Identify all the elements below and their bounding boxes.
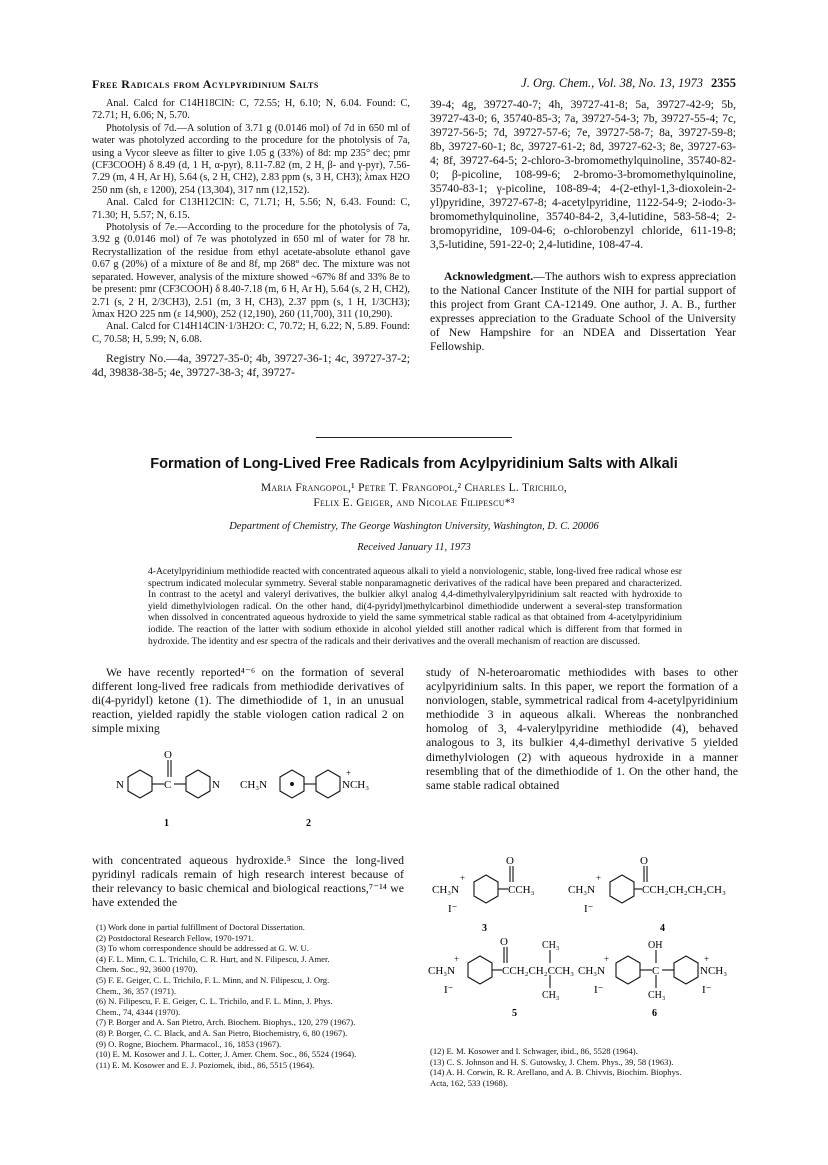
acknowledgment-text: —The authors wish to express appreciation to the National Cancer Institute of the NIH for partial support of this project from Grant CA-12149. One author, J. A. B., further expresses appreciation to the Graduate School of the University of New Hampshire for an NDEA and Dissertation Year Fellowship. xyxy=(430,270,736,353)
svg-text:+: + xyxy=(460,873,466,883)
footnote: (11) E. M. Kosower and E. J. Poziomek, ibid., 86, 5515 (1964). xyxy=(96,1059,315,1070)
n-methyl: NCH₃ xyxy=(700,965,728,977)
compound-label-3: 3 xyxy=(482,923,487,934)
registry-numbers: Registry No.—4a, 39727-35-0; 4b, 39727-36-1; 4c, 39727-37-2; 4d, 39838-38-5; 4e, 39727-38-3; 4f, 39727- xyxy=(92,352,410,380)
svg-text:+: + xyxy=(596,873,602,883)
iodide-counterion: I⁻ xyxy=(584,903,594,915)
footnote: (12) E. M. Kosower and I. Schwager, ibid., 86, 5528 (1964). xyxy=(430,1046,638,1056)
abstract: 4-Acetylpyridinium methiodide reacted with concentrated aqueous alkali to yield a nonviologenic, stable, long-lived free radical whose esr spectrum indicated molecular symmetry. Several stable nonparamagnetic derivatives of the radical have been prepared and characterized. In contrast to the acetyl and valeryl derivatives, the bulkier alkyl analog 4,4-dimethylvalerylpyridinium salt reacted with hydroxide to yield dimethylviologen radical. On the other hand, di(4-pyridyl)methylcarbinol dimethiodide underwent a several-step transformation when dissolved in concentrated aqueous hydroxide to yield the same symmetrical stable radical as that obtained from 4-acetylpyridinium iodide. The reaction of the latter with sodium ethoxide in alcohol yielded still another radical which is different from that formed in hydroxide. The identity and esr spectra of the radicals and their derivatives and the overall mechanism of reaction are discussed. xyxy=(148,566,682,647)
svg-text:+: + xyxy=(604,954,610,964)
experimental-column xyxy=(92,98,410,380)
n-methyl: CH₃N xyxy=(432,884,460,896)
footnote: (4) F. L. Minn, C. L. Trichilo, C. R. Hurt, and N. Filipescu, J. Amer. xyxy=(96,953,330,964)
footnote: Acta, 162, 533 (1968). xyxy=(430,1077,508,1088)
dimethylvaleryl-group: CCH₂CH₂CCH₃ xyxy=(502,965,575,977)
acknowledgment xyxy=(430,270,736,354)
footnote: Chem., 74, 4344 (1970). xyxy=(96,1006,181,1017)
carbinol-carbon: C xyxy=(652,965,660,977)
body-right-top xyxy=(426,665,738,792)
intro-paragraph: We have recently reported⁴⁻⁶ on the formation of several different long-lived free radicals from methiodide derivatives of di(4-pyridyl) ketone (1). The dimethiodide of 1, in an unusual reaction, yielded rapidly the stable viologen cation radical 2 on simple mixing xyxy=(92,665,404,736)
svg-text:+: + xyxy=(346,768,352,778)
svg-text:+: + xyxy=(454,954,460,964)
registry-continued: 39-4; 4g, 39727-40-7; 4h, 39727-41-8; 5a, 39727-42-9; 5b, 39727-43-0; 6, 35740-85-3; 7a, 39727-54-3; 7b, 39727-55-4; 7c, 39727-56-5; 7d, 39727-57-6; 7e, 39727-58-7; 8a, 39727-59-8; 8b, 39727-60-1; 8c, 39727-61-2; 8d, 39727-62-3; 8e, 39727-63-4; 8f, 39727-64-5; 2-chloro-3-bromomethylquinoline, 35740-82-0; β-picoline, 108-99-6; 2-bromo-3-bromomethylquinoline, 35740-83-1; γ-picoline, 108-89-4; 4-(2-ethyl-1,3-dioxolein-2-yl)pyridine, 39727-67-8; 4-acetylpyridine, 1122-54-9; 2-iodo-3-bromomethylquinoline, 35740-84-2, 3,4-lutidine, 583-58-4; 2-bromopyridine, 109-04-6; o-chlorobenzyl chloride, 611-19-8; 3,5-lutidine, 591-22-0; 2,4-lutidine, 108-47-4. xyxy=(430,98,736,251)
n-methyl: CH₃N xyxy=(428,965,456,977)
iodide-counterion: I⁻ xyxy=(594,984,604,996)
carbonyl-carbon: C xyxy=(164,779,172,791)
intro-continued: with concentrated aqueous hydroxide.⁵ Since the long-lived pyridinyl radicals remain of high research interest because of their relevancy to basic chemical and biological reactions,⁷⁻¹⁴ we have extended the xyxy=(92,853,404,910)
carbonyl-oxygen: O xyxy=(640,855,648,867)
valeryl-group: CCH₂CH₂CH₂CH₃ xyxy=(642,884,726,896)
footnote: Chem. Soc., 92, 3600 (1970). xyxy=(96,964,198,975)
svg-text:+: + xyxy=(704,954,710,964)
carbonyl-oxygen: O xyxy=(500,936,508,948)
footnote: (2) Postdoctoral Research Fellow, 1970-1971. xyxy=(96,932,254,943)
author-list xyxy=(100,481,728,511)
structures-3-6 xyxy=(428,852,738,1028)
footnote: (1) Work done in partial fulfillment of Doctoral Dissertation. xyxy=(96,922,305,932)
anal-8e: Anal. Calcd for C14H14ClN·1/3H2O: C, 70.72; H, 6.22; N, 5.89. Found: C, 70.58; H, 5.99; N, 6.08. xyxy=(92,321,410,345)
footnote: (14) A. H. Corwin, R. R. Arellano, and A. B. Chivvis, Biochim. Biophys. xyxy=(430,1067,682,1078)
carbonyl-oxygen: O xyxy=(506,855,514,867)
acetyl-group: CCH₃ xyxy=(508,884,535,896)
hydroxyl: OH xyxy=(648,940,663,951)
footnote: (7) P. Borger and A. San Pietro, Arch. Biochem. Biophys., 120, 279 (1967). xyxy=(96,1017,356,1028)
structures-1-2 xyxy=(100,740,400,842)
body-left-bottom xyxy=(92,853,404,909)
footnote: (9) O. Rogne, Biochem. Pharmacol., 16, 1853 (1967). xyxy=(96,1038,282,1049)
photolysis-7d: Photolysis of 7d.—A solution of 3.71 g (0.0146 mol) of 7d in 650 ml of water was photolyzed according to the procedure for the photolysis of 7a, using a Vycor sleeve as filter to give 1.05 g (33%) of 8d: mp 235° dec; pmr (CF3COOH) δ 8.49 (d, 1 H, α-pyr), 8.11-7.82 (m, 2 H, β- and γ-pyr), 7.56-7.29 (m, 4 H, Ar H), 5.64 (s, 2 H, CH2), 2.83 ppm (s, 3 H, CH3); λmax H2O 250 nm (sh, ε 1200), 254 (13,304), 317 nm (12,152). xyxy=(92,122,410,196)
article-title: Formation of Long-Lived Free Radicals from Acylpyridinium Salts with Alkali xyxy=(150,456,678,472)
compound-label-6: 6 xyxy=(652,1008,657,1019)
authors-line-1: Maria Frangopol,¹ Petre T. Frangopol,² Charles L. Trichilo, xyxy=(260,482,568,494)
footnotes-left xyxy=(96,922,406,1070)
n-methyl: CH₃N xyxy=(578,965,606,977)
intro-right: study of N-heteroaromatic methiodides with bases to other acylpyridinium salts. In this paper, we report the formation of a nonviologen, stable, symmetrical radical from 4-acetylpyridinium methiodide 3 in aqueous alkali. Whereas the nonbranched homolog of 3, 4-valerylpyridine methiodide (4), behaved analogous to 3, its bulkier 4,4-dimethyl derivative 5 yielded dimethylviologen (2) with aqueous hydroxide in a manner resembling that of the dimethiodide of 1. On the other hand, the same stable radical obtained xyxy=(426,665,738,792)
methyl-top: CH₃ xyxy=(542,940,560,951)
footnote: (8) P. Borger, C. C. Black, and A. San Pietro, Biochemistry, 6, 80 (1967). xyxy=(96,1027,348,1038)
ring-nitrogen: N xyxy=(116,779,124,791)
photolysis-7e: Photolysis of 7e.—According to the procedure for the photolysis of 7a, 3.92 g (0.0146 mol) of 7e was photolyzed in 650 ml of water for 78 hr. Recrystallization of the residue from ethyl acetate-absolute ethanol gave 0.67 g (20%) of a mixture of 8e and 8f, mp 268° dec. The mixture was not separated. However, analysis of the mixture showed ~67% 8f and 33% 8e to be present: pmr (CF3COOH) δ 8.40-7.18 (m, 6 H, Ar H), 5.64 (s, 2 H, CH2), 2.71 (s, 2 H, 2/3CH3), 2.51 (m, 3 H, CH3), 2.37 ppm (s, 1 H, 1/3CH3); λmax H2O 225 nm (ε 14,900), 252 (12,190), 260 (11,700), 311 (10,290). xyxy=(92,222,410,320)
iodide-counterion: I⁻ xyxy=(702,984,712,996)
anal-8c: Anal. Calcd for C14H18ClN: C, 72.55; H, 6.10; N, 6.04. Found: C, 72.71; H, 6.06; N, 5.70. xyxy=(92,98,410,122)
anal-8d: Anal. Calcd for C13H12ClN: C, 71.71; H, 5.56; N, 6.43. Found: C, 71.30; H, 5.57; N, 6.15. xyxy=(92,197,410,221)
iodide-counterion: I⁻ xyxy=(448,903,458,915)
methyl-bottom: CH₃ xyxy=(648,990,666,1001)
footnote: (5) F. E. Geiger, C. L. Trichilo, F. L. Minn, and N. Filipescu, J. Org. xyxy=(96,974,330,985)
n-methyl: CH₃N xyxy=(240,779,268,791)
footnote: Chem., 36, 357 (1971). xyxy=(96,985,176,996)
compound-label-5: 5 xyxy=(512,1008,517,1019)
carbonyl-oxygen: O xyxy=(164,749,172,761)
journal-citation: J. Org. Chem., Vol. 38, No. 13, 1973 xyxy=(521,76,703,90)
compound-label-4: 4 xyxy=(660,923,665,934)
footnotes-right xyxy=(430,1046,736,1088)
authors-line-2: Felix E. Geiger, and Nicolae Filipescu*³ xyxy=(313,497,515,509)
section-divider xyxy=(316,437,512,438)
iodide-counterion: I⁻ xyxy=(444,984,454,996)
body-left-top xyxy=(92,665,404,735)
footnote: (10) E. M. Kosower and J. L. Cotter, J. Amer. Chem. Soc., 86, 5524 (1964). xyxy=(96,1049,357,1060)
ring-nitrogen: N xyxy=(212,779,220,791)
n-methyl: CH₃N xyxy=(568,884,596,896)
running-header-journal xyxy=(521,76,736,91)
structure-2 xyxy=(280,770,340,798)
footnote: (13) C. S. Johnson and H. S. Gutowsky, J. Chem. Phys., 39, 58 (1963). xyxy=(430,1056,674,1067)
footnote: (6) N. Filipescu, F. E. Geiger, C. L. Trichilo, and F. L. Minn, J. Phys. xyxy=(96,996,333,1007)
page-number: 2355 xyxy=(711,76,736,90)
received-date: Received January 11, 1973 xyxy=(357,542,471,553)
running-header-title: Free Radicals from Acylpyridinium Salts xyxy=(92,77,319,91)
footnote: (3) To whom correspondence should be addressed at G. W. U. xyxy=(96,943,309,954)
registry-column xyxy=(430,98,736,354)
compound-label-2: 2 xyxy=(306,818,311,829)
methyl-bottom: CH₃ xyxy=(542,990,560,1001)
n-methyl: NCH₃ xyxy=(342,779,370,791)
affiliation: Department of Chemistry, The George Washington University, Washington, D. C. 20006 xyxy=(229,521,599,532)
compound-label-1: 1 xyxy=(164,818,169,829)
acknowledgment-heading: Acknowledgment. xyxy=(444,270,534,283)
